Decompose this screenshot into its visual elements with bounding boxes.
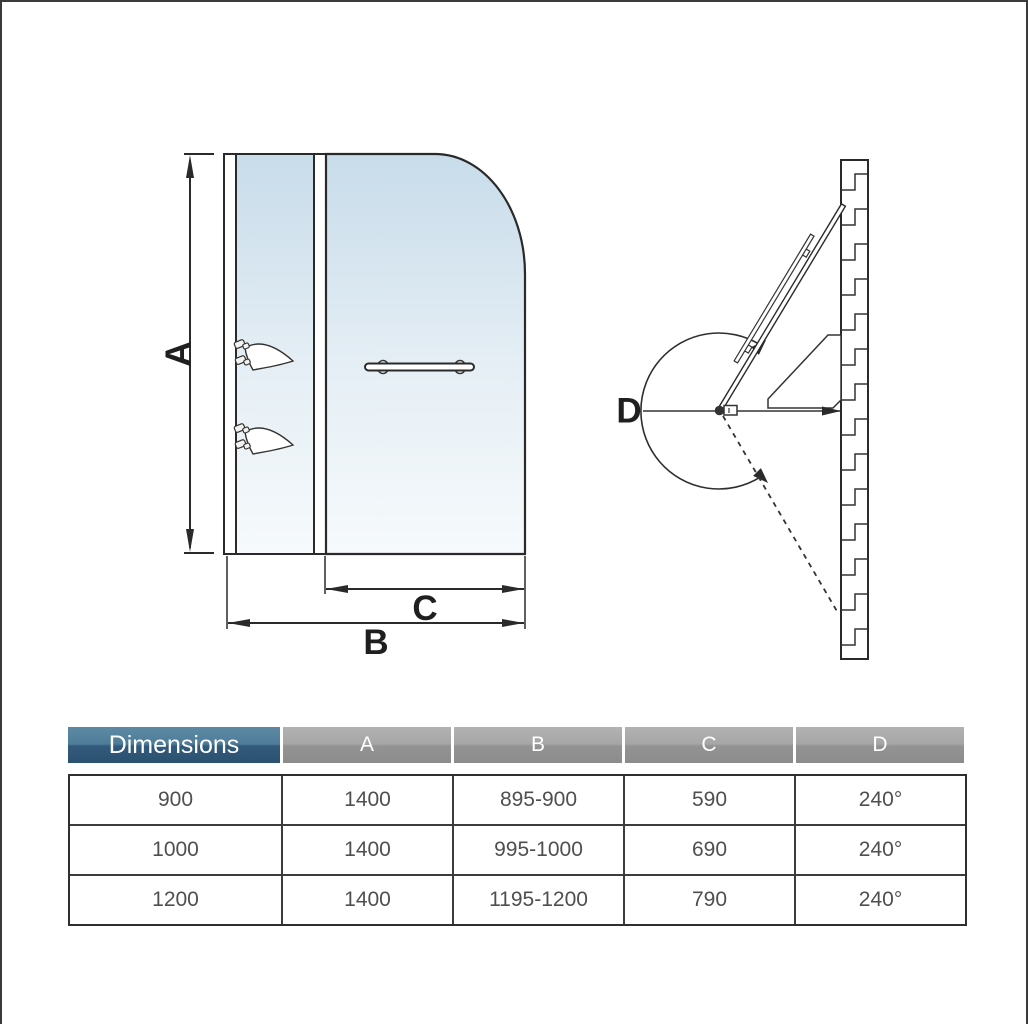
cell-b: 1195-1200 xyxy=(452,876,623,924)
pivot-divider xyxy=(314,154,326,554)
label-C: C xyxy=(412,589,438,628)
cell-a: 1400 xyxy=(281,876,452,924)
dimensions-table xyxy=(68,727,967,926)
cell-d: 240° xyxy=(794,776,965,824)
tub-ledge xyxy=(768,335,841,408)
wall-hatch xyxy=(841,160,868,659)
cell-size: 1200 xyxy=(152,888,199,911)
extension-lines xyxy=(227,556,525,629)
arrow-down-icon xyxy=(186,529,194,552)
label-B: B xyxy=(363,623,389,662)
arrow-left-icon xyxy=(326,585,348,593)
door-panel-glass xyxy=(326,154,525,554)
cell-b: 995-1000 xyxy=(452,826,623,874)
header-col-c: C xyxy=(625,727,793,763)
side-view xyxy=(616,160,868,659)
cell-a: 1400 xyxy=(281,826,452,874)
towel-bar-edge xyxy=(734,234,817,365)
table-row xyxy=(70,776,965,824)
arrow-right-icon xyxy=(502,585,524,593)
header-col-a: A xyxy=(283,727,451,763)
cell-a: 1400 xyxy=(281,776,452,824)
table-row xyxy=(70,824,965,874)
cell-size: 900 xyxy=(157,788,194,811)
cell-size: 1000 xyxy=(152,838,199,861)
label-D: D xyxy=(616,391,642,431)
table-body xyxy=(68,774,967,926)
cell-c: 790 xyxy=(623,876,794,924)
closed-position-dashed-line xyxy=(723,416,838,613)
pivot-hinge xyxy=(715,406,737,416)
cell-c: 590 xyxy=(623,776,794,824)
cell-c: 690 xyxy=(623,826,794,874)
header-col-b: B xyxy=(454,727,622,763)
label-A: A xyxy=(157,341,199,367)
table-header-row xyxy=(68,727,967,763)
cell-b: 895-900 xyxy=(452,776,623,824)
arrow-left-icon xyxy=(228,619,250,627)
cell-d: 240° xyxy=(794,826,965,874)
cell-d: 240° xyxy=(794,876,965,924)
arrow-up-icon xyxy=(186,155,194,178)
dimension-diagram xyxy=(2,2,1028,722)
wall-channel xyxy=(224,154,236,554)
header-col-d: D xyxy=(796,727,964,763)
front-view xyxy=(158,154,526,662)
arrow-right-icon xyxy=(502,619,524,627)
table-row xyxy=(70,874,965,924)
header-dimensions: Dimensions xyxy=(68,727,280,763)
